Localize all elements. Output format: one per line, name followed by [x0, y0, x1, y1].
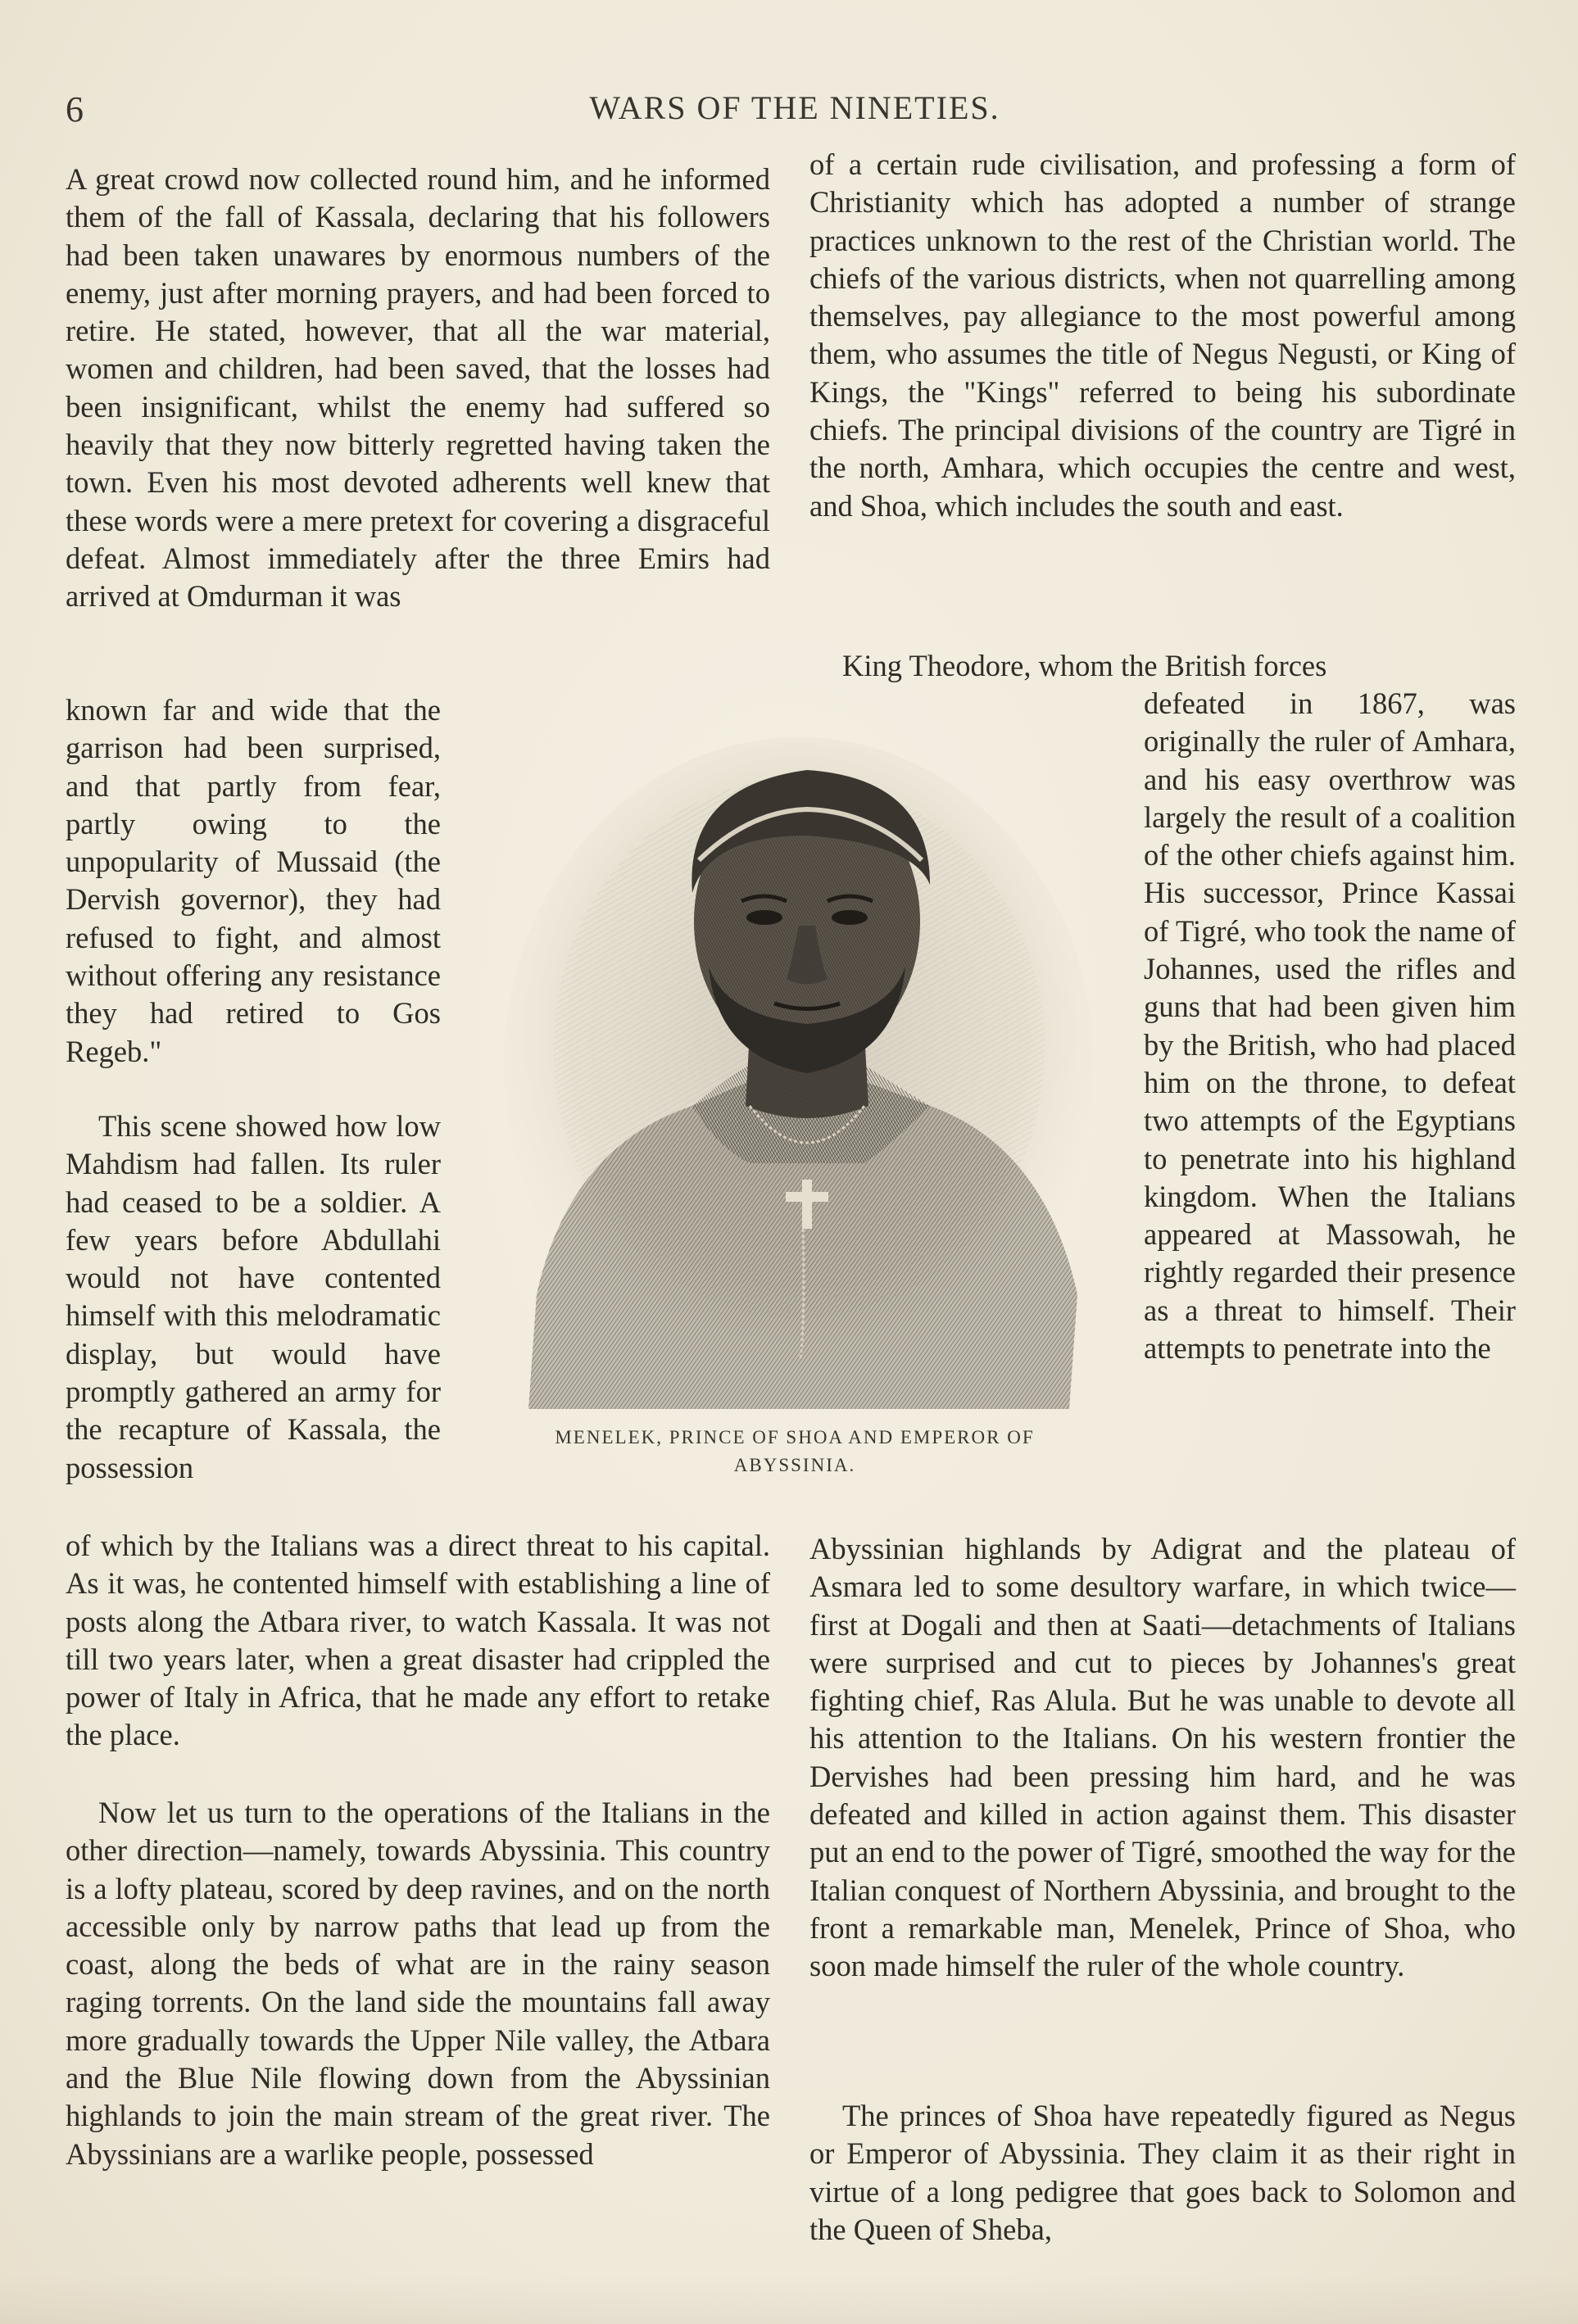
- page-number: 6: [66, 89, 84, 129]
- right-paragraph-2-wrapped: defeated in 1867, was originally the ruler of Amhara, and his easy overthrow was largely the result of a coalition of the other chiefs against him. His successor, Prince Kassai of Tigré, who took the name of Johannes, used the rifles and guns that had been given him by the British, who had placed him on the throne, to defeat two attempts of the Egyptians to penetrate into his highland kingdom. When the Italians appeared at Massowah, he rightly regarded their presence as a threat to himself. Their attempts to penetrate into the: [1144, 686, 1516, 1366]
- illustration-caption: [492, 1424, 1098, 1479]
- portrait-engraving: [504, 721, 1094, 1409]
- page-header: [66, 88, 1524, 138]
- page-bottom-edge: [0, 2275, 1578, 2324]
- left-paragraph-3: Now let us turn to the operations of the Italians in the other direction—namely, towards Abyssinia. This country is a lofty plateau, scored by deep ravines, and on the north accessible only by narrow paths that lead up from the coast, along the beds of what are in the rainy season raging torrents. On the land side the mountains fall away more gradually towards the Upper Nile valley, the Atbara and the Blue Nile flowing down from the Abyssinian highlands to join the main stream of the great river. The Abyssinians are a warlike people, possessed: [66, 1796, 770, 2171]
- right-paragraph-2-continued: Abyssinian highlands by Adigrat and the plateau of Asmara led to some desultory warfare, in which twice—first at Dogali and then at Saati—detachments of Italians were surprised and cut to pieces by Johannes's great fighting chief, Ras Alula. But he was unable to devote all his attention to the Italians. On his western frontier the Dervishes had been pressing him hard, and he was defeated and killed in action against them. This disaster put an end to the power of Tigré, smoothed the way for the Italian conquest of Northern Abyssinia, and brought to the front a remarkable man, Menelek, Prince of Shoa, who soon made himself the ruler of the whole country.: [809, 1532, 1516, 1983]
- caption-line-1: MENELEK, PRINCE OF SHOA AND EMPEROR OF: [555, 1427, 1035, 1447]
- right-paragraph-3: The princes of Shoa have repeatedly figured as Negus or Emperor of Abyssinia. They claim it as their right in virtue of a long pedigree that goes back to Solomon and the Queen of Sheba,: [809, 2099, 1516, 2246]
- right-paragraph-2-start: King Theodore, whom the British forces: [842, 649, 1327, 682]
- left-paragraph-1: A great crowd now collected round him, and he informed them of the fall of Kassala, declaring that his followers had been taken unawares by enormous numbers of the enemy, just after morning prayers, and had been forced to retire. He stated, however, that all the war material, women and children, had been saved, that the losses had been insignificant, whilst the enemy had suffered so heavily that they now bitterly regretted having taken the town. Even his most devoted adherents well knew that these words were a mere pretext for covering a disgraceful defeat. Almost immediately after the three Emirs had arrived at Omdurman it was: [66, 162, 770, 614]
- caption-line-2: ABYSSINIA.: [733, 1455, 856, 1475]
- running-title: WARS OF THE NINETIES.: [589, 89, 1000, 126]
- left-paragraph-2-wrapped: This scene showed how low Mahdism had fallen. Its ruler had ceased to be a soldier. A few years before Abdullahi would not have contented himself with this melodramatic display, but would have promptly gathered an army for the recapture of Kassala, the possession: [66, 1109, 441, 1484]
- left-paragraph-1-wrapped: known far and wide that the garrison had been surprised, and that partly from fear, partly owing to the unpopularity of Mussaid (the Dervish governor), they had refused to fight, and almost without offering any resistance they had retired to Gos Regeb.": [66, 693, 441, 1068]
- right-paragraph-1: of a certain rude civilisation, and professing a form of Christianity which has adopted a number of strange practices unknown to the rest of the Christian world. The chiefs of the various districts, when not quarrelling among themselves, pay allegiance to the most powerful among them, who assumes the title of Negus Negusti, or King of Kings, the "Kings" referred to being his subordinate chiefs. The principal divisions of the country are Tigré in the north, Amhara, which occupies the centre and west, and Shoa, which includes the south and east.: [809, 147, 1516, 523]
- left-paragraph-2-continued: of which by the Italians was a direct threat to his capital. As it was, he contented himself with establishing a line of posts along the Atbara river, to watch Kassala. It was not till two years later, when a great disaster had crippled the power of Italy in Africa, that he made any effort to retake the place.: [66, 1529, 770, 1752]
